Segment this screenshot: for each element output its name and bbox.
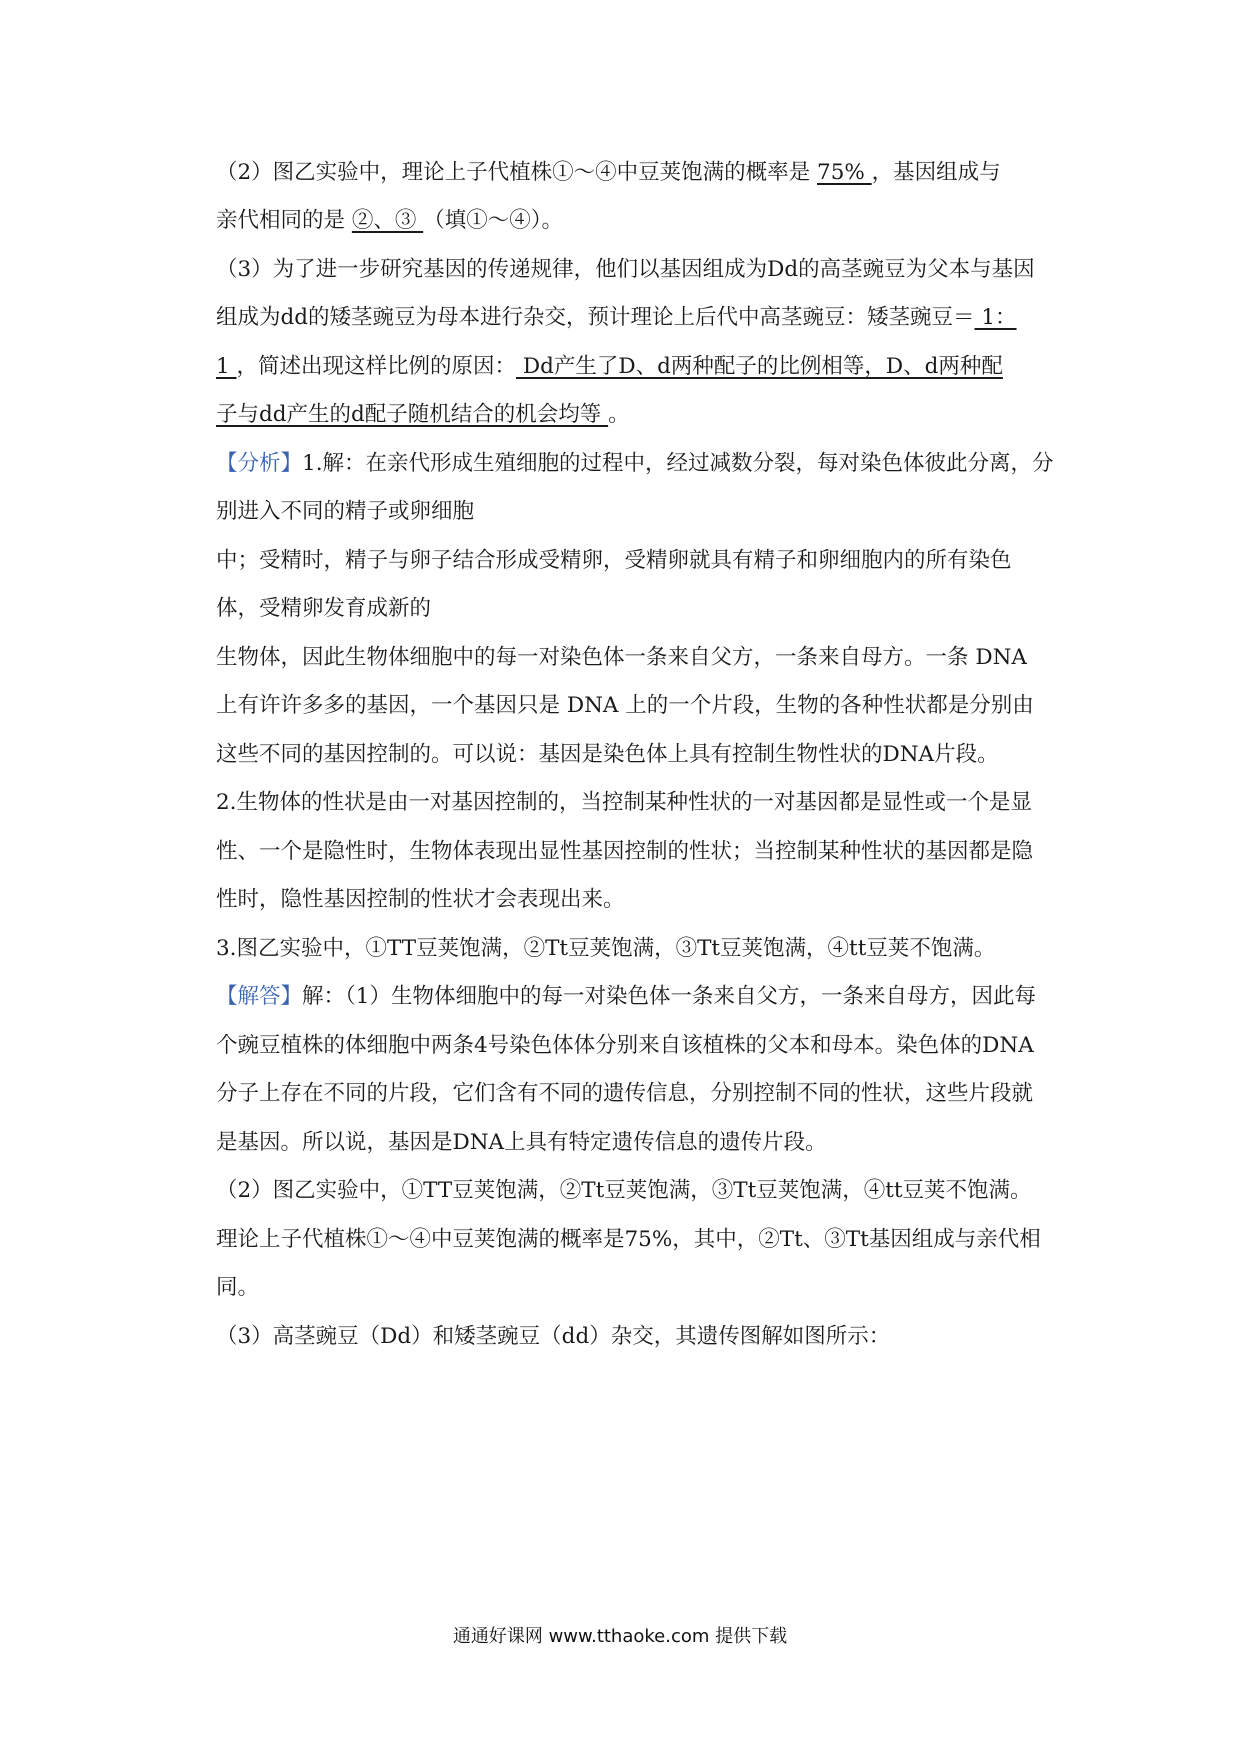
answer-line-1 <box>216 982 1058 1012</box>
answer-line-7: 同。 <box>216 1275 260 1300</box>
q3-line-1: （3）为了进一步研究基因的传递规律，他们以基因组成为Dd的高茎豌豆为父本与基因 <box>216 257 1035 282</box>
answer-text: 解：（1）生物体细胞中的每一对染色体一条来自父方，一条来自母方，因此每 <box>302 984 1036 1009</box>
q3-answer-reason-2: 子与dd产生的d配子随机结合的机会均等 <box>216 402 609 427</box>
analysis-line-5: 生物体，因此生物体细胞中的每一对染色体一条来自父方，一条来自母方。一条 DNA <box>216 645 1027 670</box>
answer-line-5: （2）图乙实验中，①TT豆荚饱满，②Tt豆荚饱满，③Tt豆荚饱满，④tt豆荚不饱满。 <box>216 1178 1032 1203</box>
page-footer: 通通好课网 www.tthaoke.com 提供下载 <box>452 1626 788 1647</box>
analysis-line-8: 2.生物体的性状是由一对基因控制的，当控制某种性状的一对基因都是显性或一个是显 <box>216 790 1033 815</box>
answer-tag: 【解答】 <box>216 984 303 1009</box>
answer-line-4: 是基因。所以说，基因是DNA上具有特定遗传信息的遗传片段。 <box>216 1130 827 1155</box>
analysis-line-6: 上有许许多多的基因，一个基因只是 DNA 上的一个片段，生物的各种性状都是分别由 <box>216 693 1034 718</box>
q2-text: （2）图乙实验中，理论上子代植株①～④中豆荚饱满的概率是 <box>216 160 818 185</box>
analysis-line-1 <box>216 449 1058 479</box>
q2-text-2: 亲代相同的是 <box>216 208 352 233</box>
q2-line-2 <box>216 206 1058 236</box>
analysis-line-7: 这些不同的基因控制的。可以说：基因是染色体上具有控制生物性状的DNA片段。 <box>216 742 999 767</box>
answer-line-2: 个豌豆植株的体细胞中两条4号染色体体分别来自该植株的父本和母本。染色体的DNA <box>216 1033 1034 1058</box>
q2-text-mid: ，基因组成与 <box>871 160 1001 185</box>
q2-line-1 <box>216 158 1058 188</box>
answer-line-6: 理论上子代植株①～④中豆荚饱满的概率是75%，其中，②Tt、③Tt基因组成与亲代相 <box>216 1227 1041 1252</box>
analysis-tag: 【分析】 <box>216 451 303 476</box>
analysis-line-10: 性时，隐性基因控制的性状才会表现出来。 <box>216 887 625 912</box>
q3-line-2 <box>216 303 1058 333</box>
q2-answer-blank-1: 75% <box>817 160 872 185</box>
q3-line-4 <box>216 400 1058 430</box>
q3-line-3 <box>216 352 1058 382</box>
analysis-line-4: 体，受精卵发育成新的 <box>216 596 432 621</box>
analysis-line-9: 性、一个是隐性时，生物体表现出显性基因控制的性状；当控制某种性状的基因都是隐 <box>216 839 1034 864</box>
analysis-line-3: 中；受精时，精子与卵子结合形成受精卵，受精卵就具有精子和卵细胞内的所有染色 <box>216 548 1012 573</box>
analysis-line-11: 3.图乙实验中，①TT豆荚饱满，②Tt豆荚饱满，③Tt豆荚饱满，④tt豆荚不饱满。 <box>216 936 996 961</box>
answer-line-3: 分子上存在不同的片段，它们含有不同的遗传信息，分别控制不同的性状，这些片段就 <box>216 1081 1034 1106</box>
q2-text-2-post: （填①～④）。 <box>423 208 563 233</box>
q3-answer-reason-1: Dd产生了D、d两种配子的比例相等，D、d两种配 <box>516 354 1003 379</box>
q3-answer-ratio-b: 1 <box>216 354 237 379</box>
q3-text-3: ，简述出现这样比例的原因： <box>236 354 517 379</box>
q2-answer-blank-2: ②、③ <box>351 208 424 233</box>
q3-answer-ratio-a: 1： <box>974 305 1017 330</box>
q3-text-2: 组成为dd的矮茎豌豆为母本进行杂交，预计理论上后代中高茎豌豆：矮茎豌豆＝ <box>216 305 975 330</box>
q3-text-4-post: 。 <box>608 402 630 427</box>
analysis-line-2: 别进入不同的精子或卵细胞 <box>216 499 475 524</box>
analysis-text: 1.解：在亲代形成生殖细胞的过程中，经过减数分裂，每对染色体彼此分离，分 <box>302 451 1054 476</box>
answer-line-8: （3）高茎豌豆（Dd）和矮茎豌豆（dd）杂交，其遗传图解如图所示： <box>216 1324 891 1349</box>
